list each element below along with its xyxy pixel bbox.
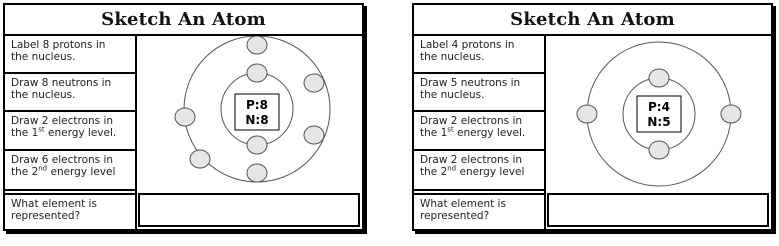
- task-text: What element is: [11, 198, 97, 210]
- task-text: Draw 6 electrons in: [11, 154, 114, 166]
- task-text: Label 4 protons in: [420, 39, 515, 51]
- ordinal-suffix: st: [447, 125, 454, 134]
- task-text-part: the 2: [420, 166, 448, 178]
- task-text-part: energy level: [456, 166, 525, 178]
- electron: [649, 141, 669, 159]
- electron: [247, 164, 267, 182]
- task-text: the nucleus.: [11, 89, 76, 101]
- electron: [247, 64, 267, 82]
- task-element-question: [414, 193, 544, 229]
- worksheet-card-beryllium-oxygen: [3, 3, 364, 231]
- electron: [247, 36, 267, 54]
- task-text-part: energy level.: [44, 127, 117, 139]
- task-text-part: energy level: [47, 166, 116, 178]
- task-text: Draw 2 electrons in: [11, 115, 114, 127]
- electron: [304, 126, 324, 144]
- electron: [649, 69, 669, 87]
- ordinal-suffix: nd: [38, 164, 48, 173]
- neutron-label: N:5: [647, 115, 671, 129]
- task-text: represented?: [420, 210, 490, 222]
- electron: [190, 150, 210, 168]
- task-text: [11, 127, 132, 139]
- task-text: the nucleus.: [11, 51, 76, 63]
- task-neutrons: [5, 74, 135, 112]
- atom-diagram: [137, 36, 362, 191]
- answer-box[interactable]: [138, 193, 360, 227]
- electron: [247, 136, 267, 154]
- atom-diagram: [546, 36, 771, 191]
- task-column: [414, 36, 546, 229]
- task-text: [11, 166, 132, 178]
- task-protons: [5, 36, 135, 74]
- task-first-level-electrons: [5, 112, 135, 151]
- task-text-part: the 1: [11, 127, 39, 139]
- task-text: What element is: [420, 198, 506, 210]
- task-text: [420, 127, 541, 139]
- proton-label: P:8: [246, 98, 268, 112]
- task-text: [420, 166, 541, 178]
- task-text-part: energy level.: [453, 127, 526, 139]
- task-text: the nucleus.: [420, 89, 485, 101]
- task-second-level-electrons: [414, 151, 544, 191]
- worksheet-card-beryllium: [412, 3, 773, 231]
- task-text: Label 8 protons in: [11, 39, 106, 51]
- task-text: Draw 5 neutrons in: [420, 77, 521, 89]
- task-text-part: the 2: [11, 166, 39, 178]
- neutron-label: N:8: [245, 113, 269, 127]
- task-protons: [414, 36, 544, 74]
- ordinal-suffix: nd: [447, 164, 457, 173]
- task-first-level-electrons: [414, 112, 544, 151]
- task-element-question: [5, 193, 135, 229]
- task-text: Draw 2 electrons in: [420, 115, 523, 127]
- task-text: Draw 2 electrons in: [420, 154, 523, 166]
- task-text: Draw 8 neutrons in: [11, 77, 112, 89]
- task-second-level-electrons: [5, 151, 135, 191]
- electron: [175, 108, 195, 126]
- task-text-part: the 1: [420, 127, 448, 139]
- ordinal-suffix: st: [38, 125, 45, 134]
- answer-box[interactable]: [547, 193, 769, 227]
- card-title: Sketch An Atom: [414, 5, 771, 36]
- electron: [721, 105, 741, 123]
- task-text: represented?: [11, 210, 81, 222]
- electron: [577, 105, 597, 123]
- task-text: the nucleus.: [420, 51, 485, 63]
- proton-label: P:4: [648, 100, 670, 114]
- task-column: [5, 36, 137, 229]
- electron: [304, 74, 324, 92]
- card-title: Sketch An Atom: [5, 5, 362, 36]
- task-neutrons: [414, 74, 544, 112]
